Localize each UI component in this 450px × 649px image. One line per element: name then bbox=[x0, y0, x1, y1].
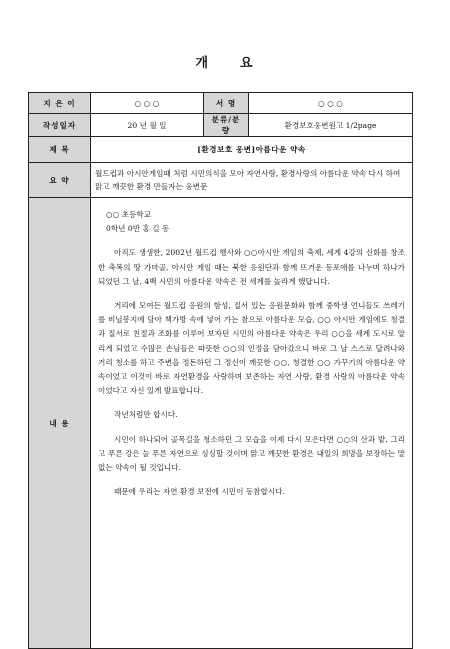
signature-label: 서 명 bbox=[204, 93, 249, 114]
summary-form-table bbox=[28, 92, 413, 649]
category-label: 분류/분량 bbox=[204, 114, 249, 137]
author-label: 지 은 이 bbox=[29, 93, 91, 114]
date-value: 20 년 월 일 bbox=[91, 114, 204, 137]
date-label: 작성일자 bbox=[29, 114, 91, 137]
content-paragraph-4: 시민이 하나되어 골목길을 청소하던 그 모습을 이제 다시 모은다면 ○○의 산과 밭, 그리고 푸른 강은 늘 푸른 자연으로 싱싱할 것이며 맑고 깨끗한 환경은 내일의 희망을 보장하는 말없는 약속이 될 것입니다. bbox=[98, 434, 406, 473]
content-label: 내 용 bbox=[29, 198, 91, 649]
content-paragraph-2: 거리에 모여든 월드컵 응원의 함성, 질서 있는 응원문화와 함께 중학생 언니들도 쓰레기를 비닐봉지에 담아 책가방 속에 넣어 가는 참으로 아름다운 모습, ○○ 아시안 게임에도 청결과 질서로 친절과 조화를 이루어 보자던 시민의 아름다운 약속은 우리 ○○을 세계 도시로 알리게 되었고 수많은 손님들은 따뜻한 ○○의 인정을 담아갔으니 바로 그 날 스스로 달려나와 거리 청소를 하고 주변을 정돈하던 그 정신이 깨끗한 ○○, 청결한 ○○ 가꾸기의 아름다운 약속이었고 이것이 바로 자연환경을 사랑하며 보존하는 자연 사랑, 환경 사랑의 아름다운 약속이었다고 자신 있게 발표합니다. bbox=[98, 301, 406, 396]
author-value: ○ ○ ○ bbox=[91, 93, 204, 114]
summary-value: 월드컵과 아시안게임때 처럼 시민의식을 모아 자연사랑, 환경사랑의 아름다운 약속 다시 하여 맑고 깨끗한 환경 만들자는 웅변문 bbox=[91, 163, 413, 198]
row-content bbox=[29, 198, 413, 649]
title-char-2: 요 bbox=[240, 56, 255, 71]
content-paragraph-5: 때문에 우리는 자연 환경 보전에 시민이 동참합시다. bbox=[114, 487, 285, 497]
row-subject bbox=[29, 137, 413, 163]
signature-value: ○ ○ ○ bbox=[249, 93, 413, 114]
row-author bbox=[29, 93, 413, 114]
content-body bbox=[91, 198, 413, 649]
school-name: ○○ 초등학교 bbox=[106, 210, 152, 219]
row-summary bbox=[29, 163, 413, 198]
subject-value: [환경보호 웅변]아름다운 약속 bbox=[91, 137, 413, 163]
row-date bbox=[29, 114, 413, 137]
category-value: 환경보호웅변원고 1/2page bbox=[249, 114, 413, 137]
title-char-1: 개 bbox=[195, 56, 210, 71]
student-name: 0학년 0반 홍 길 동 bbox=[106, 224, 170, 234]
summary-label: 요 약 bbox=[29, 163, 91, 198]
content-paragraph-3: 작년처럼만 합시다. bbox=[114, 410, 178, 420]
content-paragraph-1: 아직도 생생한, 2002년 월드컵 행사와 ○○아시안 게임의 축제, 세계 4강의 신화를 창조한 축복의 땅 가마골, 아시안 게임 때는 북한 응원단과 함께 뜨거운 동포애를 나누며 하나가 되었던 그 날, 4백 시민의 아름다운 약속은 전 세계를 놀라게 했답니다. bbox=[98, 248, 406, 286]
page-title bbox=[0, 52, 450, 71]
subject-label: 제 목 bbox=[29, 137, 91, 163]
